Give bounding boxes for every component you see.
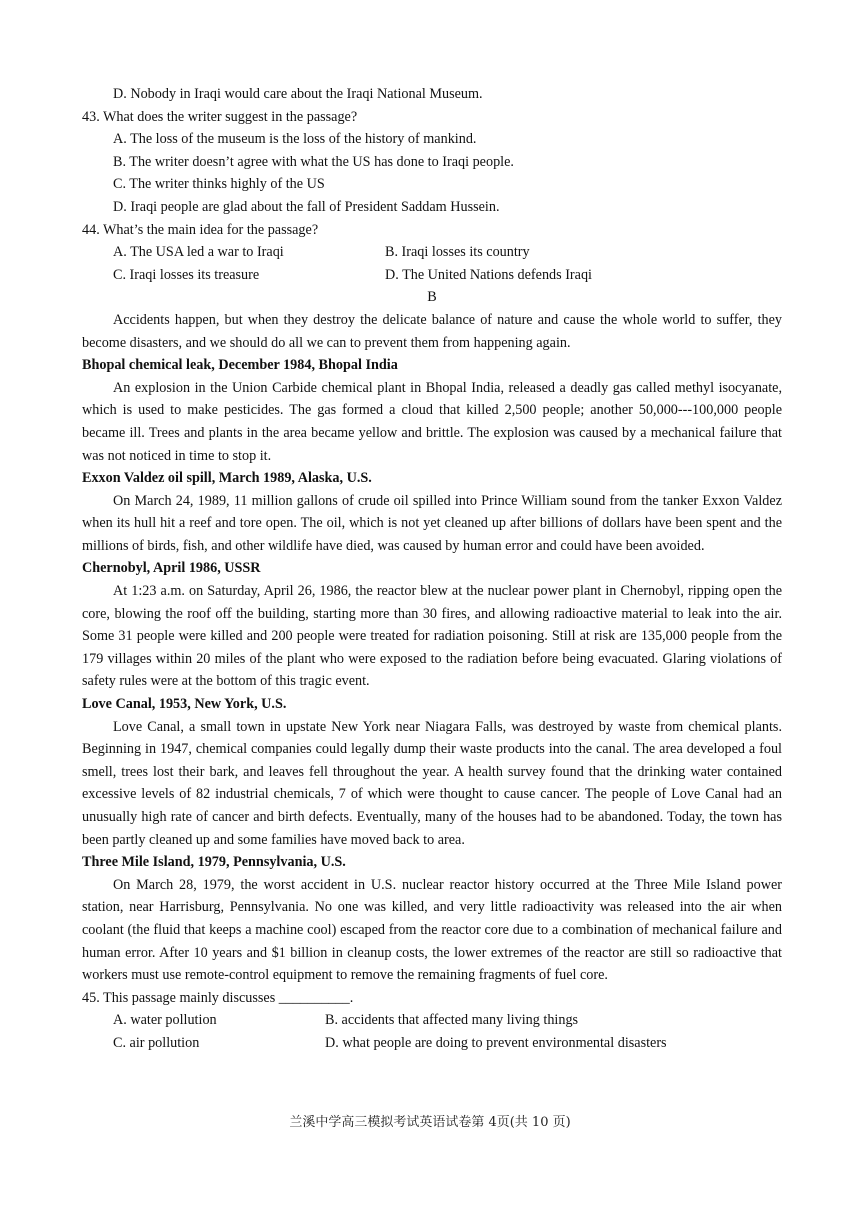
q45-options-row-2: [82, 1032, 782, 1055]
q45-options-row-1: [82, 1009, 782, 1032]
exam-page: [82, 83, 782, 1055]
q44-option-c: C. Iraqi losses its treasure: [113, 266, 260, 283]
q45-option-d: D. what people are doing to prevent environmental disasters: [325, 1034, 667, 1051]
q45-option-b: B. accidents that affected many living things: [325, 1012, 579, 1029]
q42-option-d: D. Nobody in Iraqi would care about the Iraqi National Museum.: [113, 86, 483, 102]
entry-heading-love-canal: Love Canal, 1953, New York, U.S.: [82, 696, 287, 713]
q43-option-d: D. Iraqi people are glad about the fall of President Saddam Hussein.: [113, 198, 500, 215]
q45-question: 45. This passage mainly discusses __________.: [82, 989, 354, 1006]
entry-text-bhopal: An explosion in the Union Carbide chemical plant in Bhopal India, released a deadly gas called methyl isocyanate, which is used to make pesticides. The gas formed a cloud that killed 2,500 people; another 50,000---100,000 people became ill. Trees and plants in the area became yellow and brittle. The explosion was caused by a mechanical failure that was not noticed in time to stop it.: [82, 379, 782, 464]
q45-option-a: A. water pollution: [113, 1012, 217, 1029]
entry-heading-three-mile-island: Three Mile Island, 1979, Pennsylvania, U.S.: [82, 854, 346, 871]
entry-heading-bhopal: Bhopal chemical leak, December 1984, Bhopal India: [82, 357, 398, 374]
q43-option-a: A. The loss of the museum is the loss of the history of mankind.: [113, 131, 477, 148]
passage-intro: Accidents happen, but when they destroy the delicate balance of nature and cause the whole world to suffer, they become disasters, and we should do all we can to prevent them from happening again.: [82, 311, 782, 351]
entry-text-love-canal: Love Canal, a small town in upstate New York near Niagara Falls, was destroyed by waste from chemical plants. Beginning in 1947, chemical companies could legally dump their waste products into the canal. The area developed a foul smell, trees lost their bark, and leaves fell throughout the year. A health survey found that the drinking water contained excessive levels of 82 industrial chemicals, 7 of which were thought to cause cancer. The people of Love Canal had an unusually high rate of cancer and birth defects. Eventually, many of the houses had to be abandoned. Today, the town has been partly cleaned up and some families have moved back to area.: [82, 718, 782, 848]
section-label: B: [427, 289, 437, 306]
q44-option-d: D. The United Nations defends Iraqi: [385, 266, 592, 283]
q45-option-c: C. air pollution: [113, 1034, 200, 1051]
q44-options-row-1: [82, 241, 782, 264]
entry-heading-chernobyl: Chernobyl, April 1986, USSR: [82, 560, 261, 577]
q43-option-b: B. The writer doesn’t agree with what the US has done to Iraqi people.: [113, 153, 514, 170]
q43-question: 43. What does the writer suggest in the passage?: [82, 108, 358, 125]
entry-text-exxon-valdez: On March 24, 1989, 11 million gallons of crude oil spilled into Prince William sound from the tanker Exxon Valdez when its hull hit a reef and tore open. The oil, which is not yet cleaned up after billions of dollars have been spent and the millions of birds, fish, and other wildlife have died, was caused by human error and could have been avoided.: [82, 492, 782, 554]
q44-option-a: A. The USA led a war to Iraqi: [113, 244, 284, 261]
q44-options-row-2: [82, 264, 782, 287]
entry-heading-exxon-valdez: Exxon Valdez oil spill, March 1989, Alaska, U.S.: [82, 470, 372, 487]
q44-question: 44. What’s the main idea for the passage?: [82, 221, 319, 238]
q44-option-b: B. Iraqi losses its country: [385, 244, 530, 261]
page-footer: 兰溪中学高三模拟考试英语试卷第 4页(共 10 页): [289, 1115, 571, 1130]
entry-text-three-mile-island: On March 28, 1979, the worst accident in U.S. nuclear reactor history occurred at the Three Mile Island power station, near Harrisburg, Pennsylvania. No one was killed, and very little radioactivity was released into the air when coolant (the fluid that keeps a machine cool) escaped from the reactor core due to a combination of mechanical failure and human error. After 10 years and $1 billion in cleanup costs, the lower extremes of the reactor are still so radioactive that workers must use remote-control equipment to remove the remaining fragments of fuel core.: [82, 876, 782, 984]
entry-text-chernobyl: At 1:23 a.m. on Saturday, April 26, 1986, the reactor blew at the nuclear power plant in Chernobyl, ripping open the core, blowing the roof off the building, starting more than 30 fires, and allowing radioactive material to leak into the air. Some 31 people were killed and 200 people were treated for radiation poisoning. Still at risk are 135,000 people from the 179 villages within 20 miles of the plant who were exposed to the radiation before being evacuated. Glaring violations of safety rules were at the bottom of this tragic event.: [82, 583, 782, 690]
q43-option-c: C. The writer thinks highly of the US: [113, 176, 325, 193]
